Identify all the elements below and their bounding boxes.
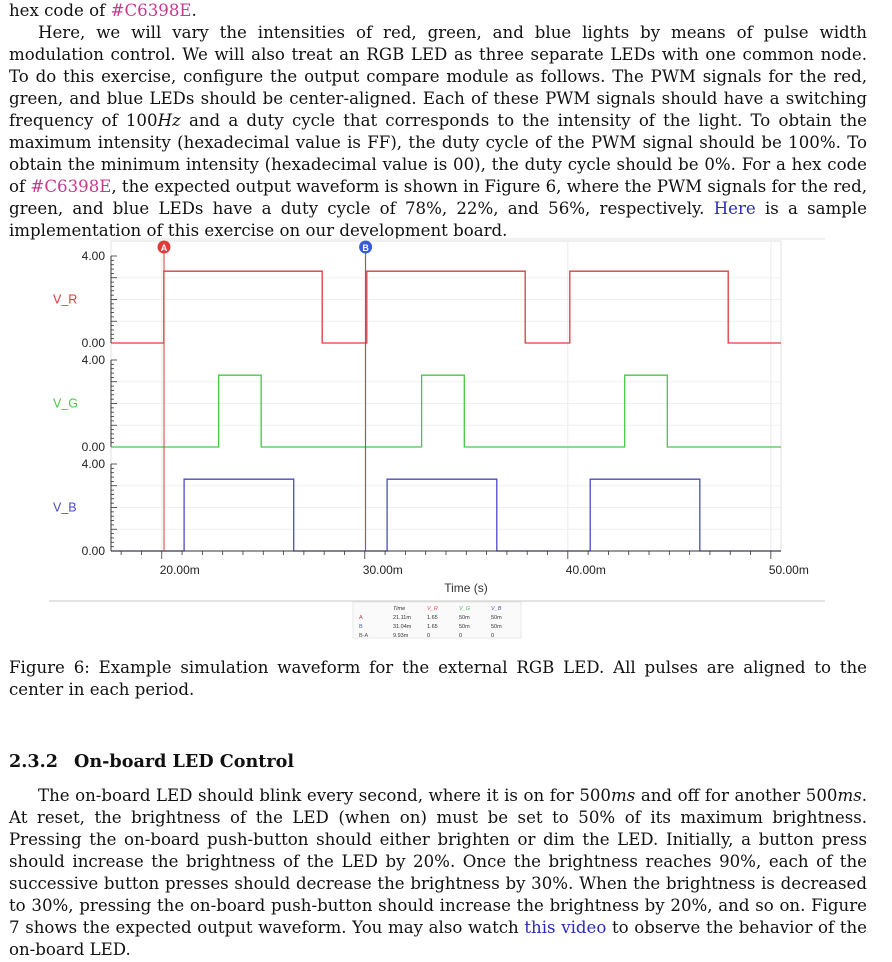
intro-text-d: is a sample implementation of this exercise on our development board. [9,199,868,240]
intro-suffix: . [191,1,197,20]
plot-frame [111,241,781,551]
section-text-a: The on-board LED should blink every second, where it is on for [38,786,580,805]
cursor-table-cell: B-A [359,633,369,639]
freq-value: 100 [125,111,158,130]
cursor-table-header: Time [393,606,406,612]
cursor-table-cell: 0 [491,633,495,639]
cursor-table-header: V_R [427,606,438,612]
x-tick-label: 30.00m [362,563,403,577]
intro-line [9,0,867,22]
section-text-b: and off for another [635,786,806,805]
y-tick-label: 4.00 [81,353,105,367]
cursor-table-cell: 50m [491,615,502,621]
waveform-v-b [111,479,781,551]
intro-text-c: , the expected output waveform is shown in Figure 6, where the PWM signals for the red, green, and blue LEDs have a duty cycle of 78%, 22%, and 56%, respectively. [9,177,867,218]
cursor-table-cell: A [359,615,363,621]
y-tick-label: 0.00 [81,544,105,558]
section-number: 2.3.2 [9,751,58,772]
cursor-table-cell: 0 [459,633,463,639]
cursor-table-cell: 50m [491,624,502,630]
intro-text-b: and a duty cycle that corresponds to the intensity of the light. To obtain the maximum intensity (hexadecimal value is FF), the duty cycle of the PWM signal should be 100%. To obtain the minimum intensity (hexadecimal value is 00), the duty cycle should be 0%. For a hex code of [9,111,867,196]
section-paragraph [9,785,867,961]
hex-code-link[interactable]: #C6398E [110,1,192,20]
figure-caption: Figure 6: Example simulation waveform for the external RGB LED. All pulses are aligned to the center in each period. [9,658,867,699]
on-unit: ms [611,786,636,805]
x-axis-label: Time (s) [444,581,488,595]
cursor-table-cell: 31.04m [393,624,412,630]
cursor-marker-label: B [362,243,369,253]
cursor-marker-label: A [160,243,168,253]
cursor-table-cell: 9.93m [393,633,409,639]
waveform-v-r [111,271,781,343]
section-text-c: . At reset, the brightness of the LED (when on) must be set to 50% of its maximum brightness. Pressing the on-board push-button should either brighten or dim the LED. Initially, a button press should increase the brightness of the LED by 20%. Once the brightness reaches 90%, each of the successive button presses should decrease the brightness by 30%. When the brightness is decreased to 30%, pressing the on-board push-button should increase the brightness by 20%, and so on. Figure 7 shows the expected output waveform. You may also watch [9,786,867,937]
y-tick-label: 0.00 [81,440,105,454]
freq-unit: Hz [157,111,181,130]
off-unit: ms [837,786,862,805]
cursor-table-cell: B [359,624,363,630]
on-value: 500 [579,786,611,805]
cursor-table-cell: 0 [427,633,431,639]
cursor-table-cell: 50m [459,615,470,621]
video-link[interactable]: this video [524,918,607,937]
intro-text-a: Here, we will vary the intensities of red, green, and blue lights by means of pulse width modulation control. We will also treat an RGB LED as three separate LEDs with one common node. To do this exercise, configure the output compare module as follows. The PWM signals for the red, green, and blue LEDs should be center-aligned. Each of these PWM signals should have a switching frequency of [9,23,867,130]
hex-code-link-2[interactable]: #C6398E [30,177,112,196]
series-label-v-g: V_G [53,396,79,411]
cursor-table-cell: 1.65 [427,615,438,621]
y-tick-label: 0.00 [81,336,105,350]
series-label-v-r: V_R [53,292,78,307]
section-title: On-board LED Control [74,751,295,772]
section-text-d: to observe the behavior of the on-board LED. [9,918,867,959]
x-tick-label: 20.00m [159,563,200,577]
intro-paragraph [9,22,867,242]
here-link[interactable]: Here [713,199,756,218]
series-label-v-b: V_B [53,500,77,515]
cursor-table-cell: 1.65 [427,624,438,630]
cursor-table-header: V_G [459,606,471,612]
waveform-chart [49,236,825,641]
cursor-table-header: V_B [491,606,502,612]
x-tick-label: 50.00m [768,563,809,577]
y-tick-label: 4.00 [81,249,105,263]
x-tick-label: 40.00m [565,563,606,577]
waveform-figure [49,236,825,641]
cursor-table-cell: 21.11m [393,615,411,621]
cursor-table-cell: 50m [459,624,470,630]
intro-prefix: hex code of [9,1,111,20]
section-heading [9,751,294,773]
cursor-table [353,602,521,639]
y-tick-label: 4.00 [81,457,105,471]
waveform-v-g [111,375,781,447]
off-value: 500 [805,786,838,805]
